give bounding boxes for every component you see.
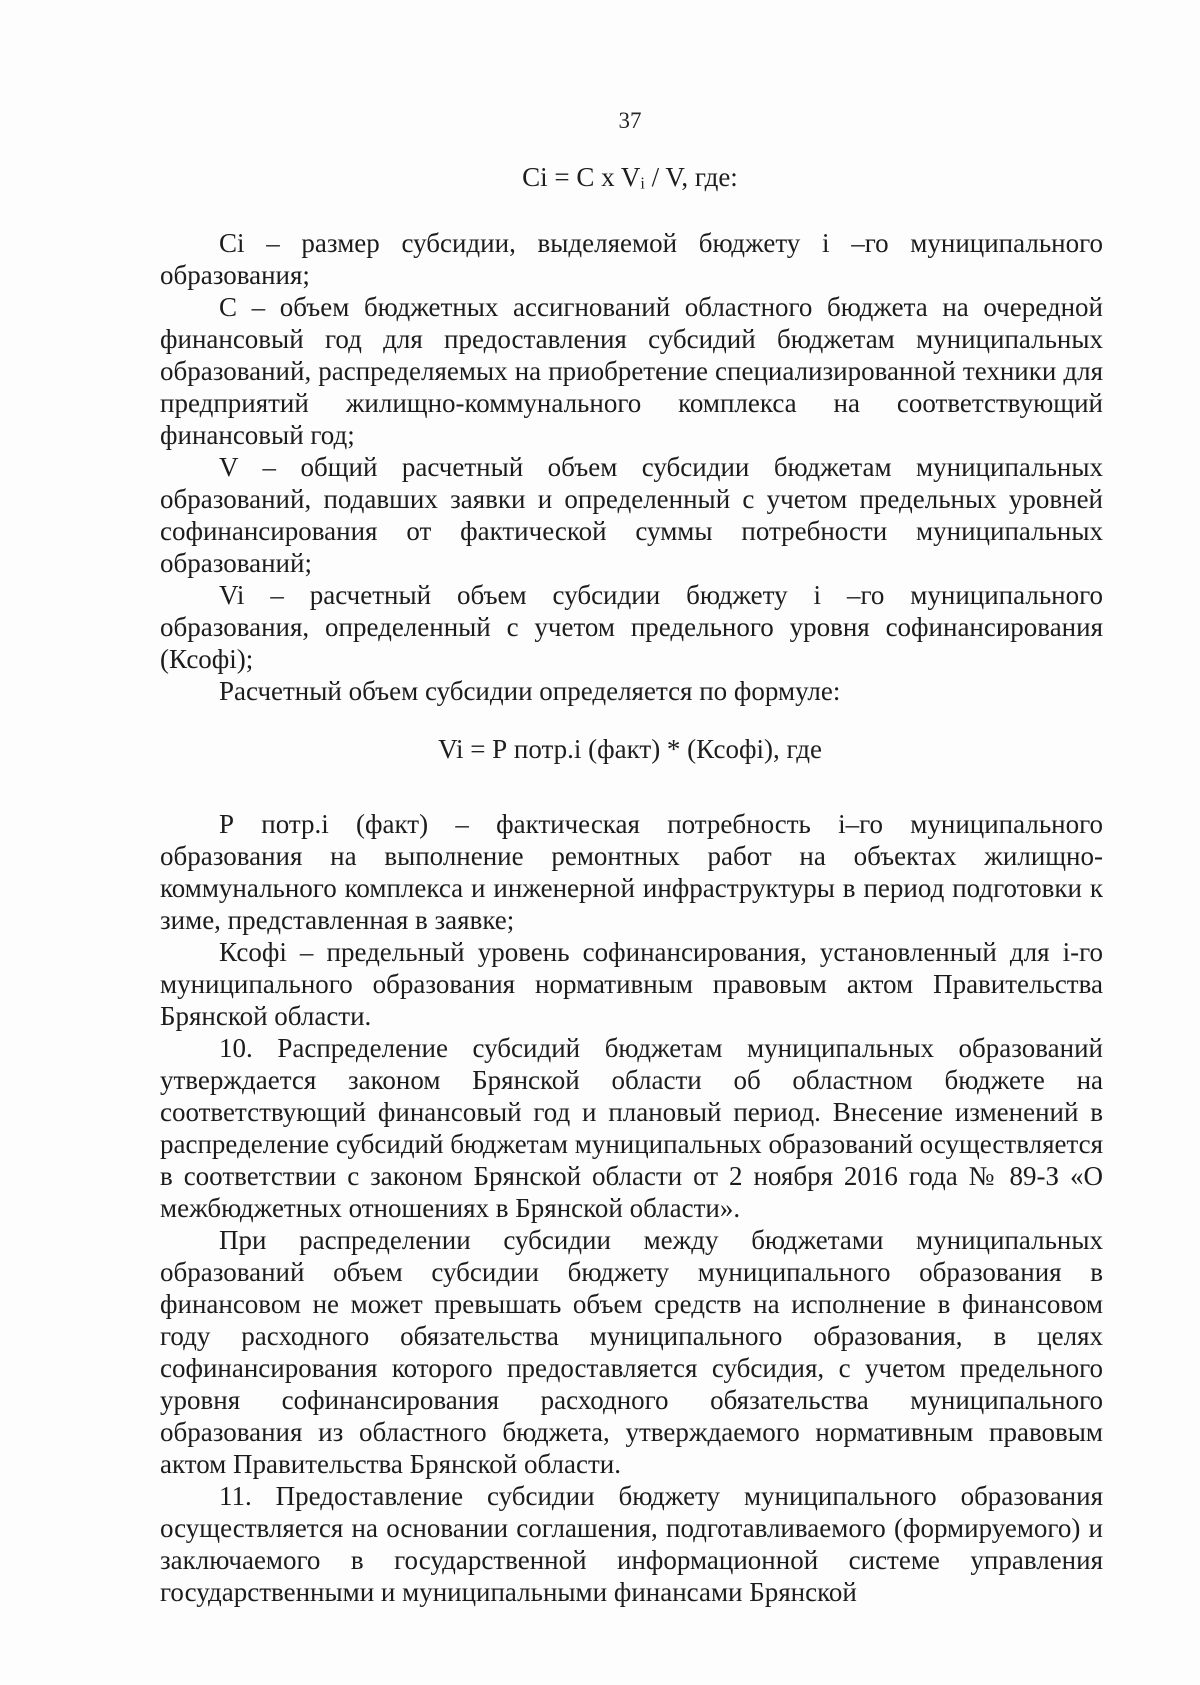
paragraph-c-definition: C – объем бюджетных ассигнований областного бюджета на очередной финансовый год для предоставления субсидий бюджетам муниципальных образований, распределяемых на приобретение специализированной техники для предприятий жилищно-коммунального комплекса на соответствующий финансовый год; — [160, 292, 1103, 450]
rules-block — [160, 808, 1103, 1608]
paragraph-ci-definition: Ci – размер субсидии, выделяемой бюджету i –го муниципального образования; — [160, 228, 1103, 290]
paragraph-formula-intro: Расчетный объем субсидии определяется по формуле: — [219, 676, 841, 706]
paragraph-vi-definition: Vi – расчетный объем субсидии бюджету i –го муниципального образования, определенный с учетом предельного уровня софинансирования (Ксофi); — [160, 580, 1103, 674]
definitions-block — [160, 227, 1103, 707]
calculated-volume-formula: Vi = Р потр.i (факт) * (Ксофi), где — [438, 734, 822, 764]
paragraph-distribution-limit: При распределении субсидии между бюджетами муниципальных образований объем субсидии бюджету муниципального образования в финансовом не может превышать объем средств на исполнение в финансовом году расходного обязательства муниципального образования, в целях софинансирования которого предоставляется субсидия, с учетом предельного уровня софинансирования расходного обязательства муниципального образования из областного бюджета, утверждаемого нормативным правовым актом Правительства Брянской области. — [160, 1225, 1103, 1479]
paragraph-ksof-definition: Ксофi – предельный уровень софинансирования, установленный для i-го муниципального образования нормативным правовым актом Правительства Брянской области. — [160, 937, 1103, 1031]
page-number: 37 — [618, 108, 642, 133]
paragraph-clause-11: 11. Предоставление субсидии бюджету муниципального образования осуществляется на основании соглашения, подготавливаемого (формируемого) и заключаемого в государственной информационной системе управления государственными и муниципальными финансами Брянской — [160, 1481, 1103, 1607]
subsidy-formula: Ci = C x Vᵢ / V, где: — [522, 162, 738, 192]
paragraph-clause-10: 10. Распределение субсидий бюджетам муниципальных образований утверждается законом Брянской области об областном бюджете на соответствующий финансовый год и плановый период. Внесение изменений в распределение субсидий бюджетам муниципальных образований осуществляется в соответствии с законом Брянской области от 2 ноября 2016 года № 89-З «О межбюджетных отношениях в Брянской области». — [160, 1033, 1103, 1223]
paragraph-v-definition: V – общий расчетный объем субсидии бюджетам муниципальных образований, подавших заявки и определенный с учетом предельных уровней софинансирования от фактической суммы потребности муниципальных образований; — [160, 452, 1103, 578]
paragraph-p-potr-definition: Р потр.i (факт) – фактическая потребность i–го муниципального образования на выполнение ремонтных работ на объектах жилищно-коммунального комплекса и инженерной инфраструктуры в период подготовки к зиме, представленная в заявке; — [160, 809, 1103, 935]
